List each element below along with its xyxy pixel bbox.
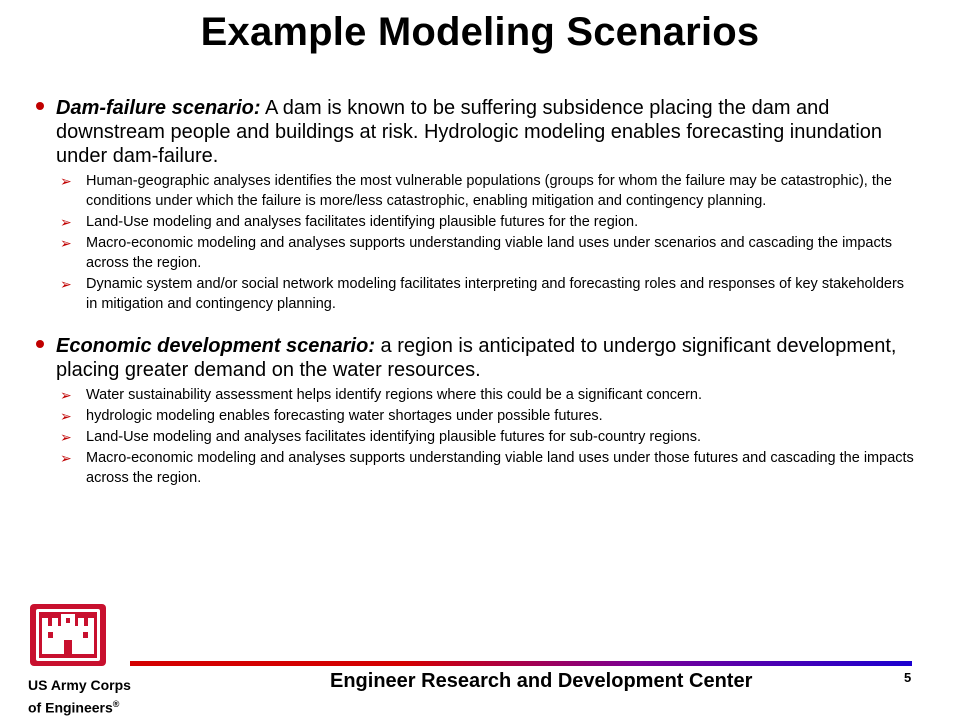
sub-bullet-text: Human-geographic analyses identifies the most vulnerable populations (groups for whom the failure may be catastrophic), the conditions under which the failure is more/less catastrophic, enabling mitigation and contingency planning. xyxy=(86,173,892,209)
sub-bullet xyxy=(56,274,916,314)
bullet-body: a region is anticipated to undergo significant development, placing greater demand on the water resources. xyxy=(56,335,897,381)
sub-bullet-text: Macro-economic modeling and analyses supports understanding viable land uses under scenarios and cascading the impacts across the region. xyxy=(86,235,893,271)
page-number: 5 xyxy=(904,670,912,685)
sub-bullet xyxy=(56,212,916,232)
arrowhead-icon: ➢ xyxy=(60,387,72,403)
footer-center-text: Engineer Research and Development Center xyxy=(330,670,753,692)
bullet-lead: Economic development scenario: xyxy=(56,335,375,357)
sub-bullet xyxy=(56,171,916,211)
arrowhead-icon: ➢ xyxy=(60,235,72,251)
bullet-body: A dam is known to be suffering subsidence placing the dam and downstream people and buildings at risk. Hydrologic modeling enables forecasting inundation under dam-failure. xyxy=(56,97,883,167)
org-name xyxy=(28,676,131,718)
sub-bullet xyxy=(56,427,916,447)
bullet-text xyxy=(56,334,916,382)
slide-title: Example Modeling Scenarios xyxy=(200,10,760,54)
sub-bullet-text: Land-Use modeling and analyses facilitates identifying plausible futures for sub-country regions. xyxy=(86,429,701,445)
sub-bullet-text: Land-Use modeling and analyses facilitates identifying plausible futures for the region. xyxy=(86,214,639,230)
registered-mark: ® xyxy=(112,699,120,709)
bullet-economic-development xyxy=(36,334,916,488)
sub-bullet xyxy=(56,448,916,488)
sub-bullet-text: hydrologic modeling enables forecasting water shortages under possible futures. xyxy=(86,408,603,424)
slide-content xyxy=(36,96,916,508)
bullet-text xyxy=(56,96,916,168)
sub-bullet xyxy=(56,385,916,405)
arrowhead-icon: ➢ xyxy=(60,276,72,292)
sub-bullet-text: Dynamic system and/or social network modeling facilitates interpreting and forecasting roles and responses of key stakeholders in mitigation and contingency planning. xyxy=(86,276,905,312)
arrowhead-icon: ➢ xyxy=(60,429,72,445)
sub-bullet-text: Water sustainability assessment helps identify regions where this could be a significant concern. xyxy=(86,387,703,403)
castle-icon xyxy=(39,612,97,658)
sub-bullet xyxy=(56,406,916,426)
bullet-lead: Dam-failure scenario: xyxy=(56,97,261,119)
arrowhead-icon: ➢ xyxy=(60,173,72,189)
footer-divider xyxy=(130,661,912,666)
red-dot-icon xyxy=(36,102,44,110)
org-line1: US Army Corps xyxy=(28,677,131,693)
sub-bullet xyxy=(56,233,916,273)
sub-bullet-list xyxy=(56,171,916,314)
org-line2: of Engineers xyxy=(28,699,113,716)
bullet-dam-failure xyxy=(36,96,916,314)
red-dot-icon xyxy=(36,340,44,348)
arrowhead-icon: ➢ xyxy=(60,408,72,424)
castle-logo-icon xyxy=(30,604,106,666)
arrowhead-icon: ➢ xyxy=(60,450,72,466)
org-line2-wrap xyxy=(28,695,131,718)
sub-bullet-list xyxy=(56,385,916,488)
arrowhead-icon: ➢ xyxy=(60,214,72,230)
sub-bullet-text: Macro-economic modeling and analyses supports understanding viable land uses under those futures and cascading the impacts across the region. xyxy=(86,450,914,486)
